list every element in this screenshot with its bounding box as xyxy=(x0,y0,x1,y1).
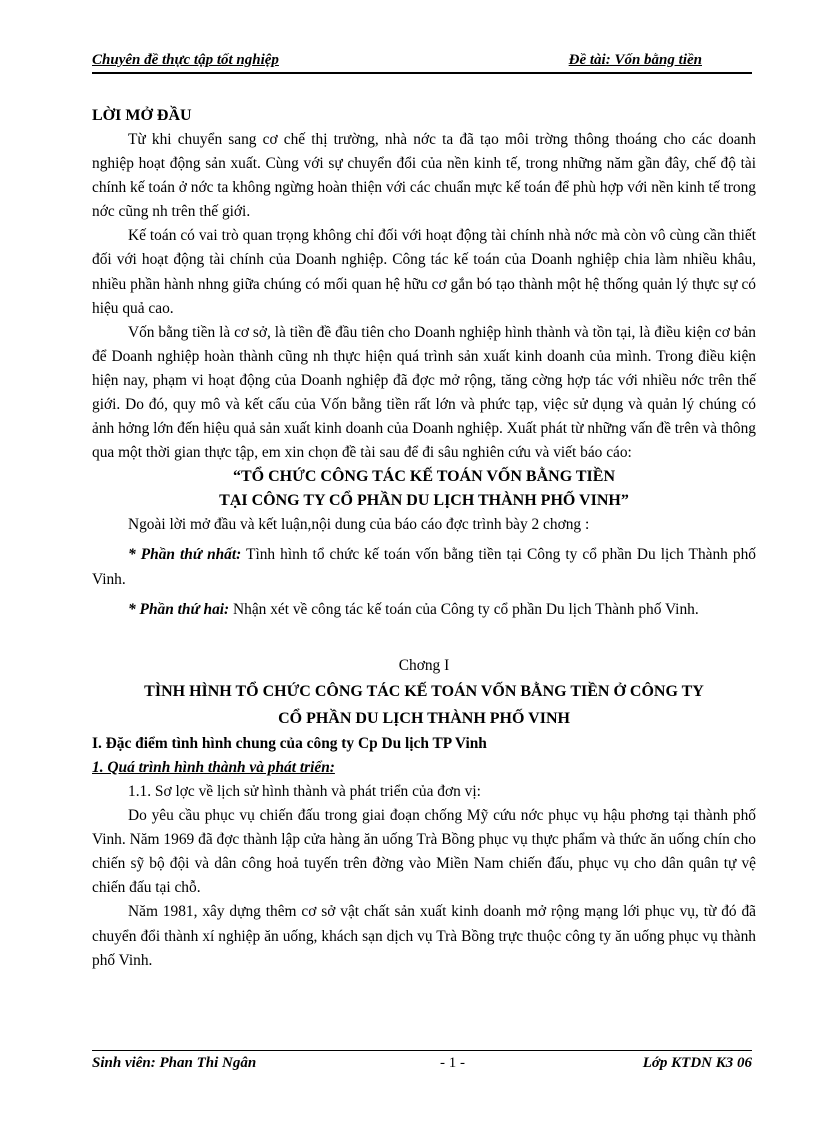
header-topic: Đề tài: Vốn bằng tiền xyxy=(568,52,702,68)
footer-page-number: - 1 - xyxy=(440,1055,465,1071)
report-title-line-2: TẠI CÔNG TY CỔ PHẦN DU LỊCH THÀNH PHỐ VINH” xyxy=(219,492,629,510)
intro-paragraph-1: Từ khi chuyển sang cơ chế thị trường, nhà nớc ta đã tạo môi trờng thông thoáng cho các doanh nghiệp hoạt động sản xuất. Cùng với sự chuyển đổi của nền kinh tế, trong những năm gần đây, chế độ tài chính kế toán ở nớc ta không ngừng hoàn thiện với các chuẩn mực kế toán để phù hợp với nền kinh tế trong nớc cũng nh trên thế giới. xyxy=(92,131,756,221)
page-body xyxy=(92,104,756,973)
page-header xyxy=(92,52,752,74)
history-paragraph-2: Năm 1981, xây dựng thêm cơ sở vật chất sản xuất kinh doanh mở rộng mạng lới phục vụ, từ đó đã chuyển đổi thành xí nghiệp ăn uống, khách sạn dịch vụ Trà Bồng trực thuộc công ty ăn uống phục vụ thành phố Vinh. xyxy=(92,903,756,969)
part-two-text: Nhận xét về công tác kế toán của Công ty cổ phần Du lịch Thành phố Vinh. xyxy=(229,600,699,618)
part-two xyxy=(92,598,756,622)
intro-title: LỜI MỞ ĐẦU xyxy=(92,107,192,124)
part-one-text: Tình hình tổ chức kế toán vốn bằng tiền tại Công ty cổ phần Du lịch Thành phố Vinh. xyxy=(92,546,756,588)
report-outline: Ngoài lời mở đầu và kết luận,nội dung của báo cáo đợc trình bày 2 chơng : xyxy=(128,516,590,534)
part-one-label: * Phần thứ nhất: xyxy=(128,546,242,564)
part-two-label: * Phần thứ hai: xyxy=(128,600,230,618)
chapter-title-line-2: CỔ PHẦN DU LỊCH THÀNH PHỐ VINH xyxy=(278,709,570,727)
section-heading: I. Đặc điểm tình hình chung của công ty Cp Du lịch TP Vinh xyxy=(92,734,487,752)
intro-paragraph-2: Kế toán có vai trò quan trọng không chỉ đối với hoạt động tài chính nhà nớc mà còn vô cùng cần thiết đối với hoạt động tài chính của Doanh nghiệp. Công tác kế toán của Doanh nghiệp chia làm nhiều khâu, nhiều phần hành nhng giữa chúng có mối quan hệ hữu cơ gắn bó tạo thành một hệ thống quản lý thực sự có hiệu quả cao. xyxy=(92,227,756,317)
subsubsection-heading: 1.1. Sơ lợc về lịch sử hình thành và phát triển của đơn vị: xyxy=(128,782,481,800)
intro-paragraph-3: Vốn bằng tiền là cơ sở, là tiền đề đầu tiên cho Doanh nghiệp hình thành và tồn tại, là điều kiện cơ bản để Doanh nghiệp hoàn thành cũng nh thực hiện quá trình sản xuất kinh doanh của mình. Trong điều kiện hiện nay, phạm vi hoạt động của Doanh nghiệp đã đợc mở rộng, tăng cờng hợp tác với nhiều nớc trên thế giới. Do đó, quy mô và kết cấu của Vốn bằng tiền rất lớn và phức tạp, việc sử dụng và quản lý chúng có ảnh hởng lớn đến hiệu quả sản xuất kinh doanh của Doanh nghiệp. Xuất phát từ những vấn đề trên và thông qua một thời gian thực tập, em xin chọn đề tài sau để đi sâu nghiên cứu và viết báo cáo: xyxy=(92,323,756,462)
header-report-type: Chuyên đề thực tập tốt nghiệp xyxy=(92,52,279,68)
chapter-title-line-1: TÌNH HÌNH TỔ CHỨC CÔNG TÁC KẾ TOÁN VỐN BẰNG TIỀN Ở CÔNG TY xyxy=(144,682,704,700)
footer-class: Lớp KTDN K3 06 xyxy=(642,1055,752,1071)
subsection-heading: 1. Quá trình hình thành và phát triển: xyxy=(92,758,335,776)
footer-student: Sinh viên: Phan Thi Ngân xyxy=(92,1055,257,1071)
part-one xyxy=(92,543,756,591)
report-title-line-1: “TỔ CHỨC CÔNG TÁC KẾ TOÁN VỐN BẰNG TIỀN xyxy=(233,468,615,486)
chapter-label: Chơng I xyxy=(398,656,450,674)
history-paragraph-1: Do yêu cầu phục vụ chiến đấu trong giai đoạn chống Mỹ cứu nớc phục vụ hậu phơng tại thành phố Vinh. Năm 1969 đã đợc thành lập cửa hàng ăn uống Trà Bồng phục vụ thực phẩm và thức ăn uống chín cho chiến sỹ bộ đội và dân công hoả tuyến trên đờng vào Miền Nam chiến đấu, phục vụ cho dân quân tự vệ chiến đấu tại chỗ. xyxy=(92,807,756,897)
page-footer xyxy=(92,1050,752,1075)
